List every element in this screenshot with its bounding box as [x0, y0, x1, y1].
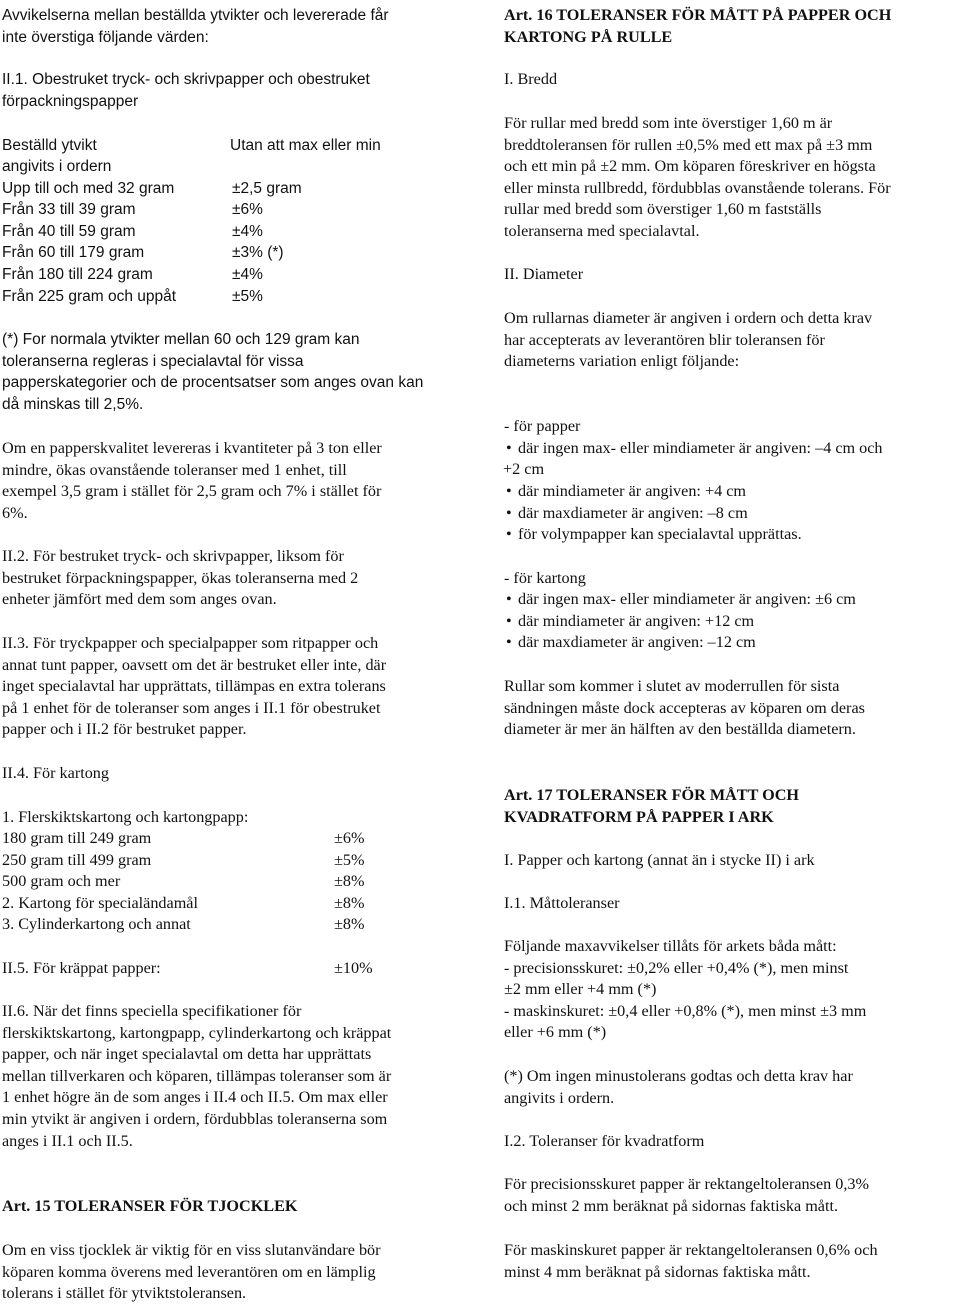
footnote-normal-grammage: (*) For normala ytvikter mellan 60 och 129 gram kan toleranserna regleras i specialavtal för vissa papperskategorier och de procentsatser som anges ovan kan då minskas till 2,5%.	[2, 331, 424, 413]
art-16-heading: Art. 16 TOLERANSER FÖR MÅTT PÅ PAPPER OCH KARTONG PÅ RULLE	[504, 6, 892, 46]
width-heading: I. Bredd	[504, 70, 558, 88]
dimension-tolerance-text: Följande maxavvikelser tillåts för arkets båda mått: - precisionsskuret: ±0,2% eller +0,4% (*), men minst ±2 mm eller +4 mm (*) - maskinskuret: ±0,4 eller +0,8% (*), men minst ±3 mm eller +6 mm (*)	[504, 937, 867, 1042]
squareness-heading: I.2. Toleranser för kvadratform	[504, 1132, 705, 1150]
quantity-paragraph: Om en papperskvalitet levereras i kvantiteter på 3 ton eller mindre, ökas ovanstående toleranser med 1 enhet, till exempel 3,5 gram i stället för 2,5 gram och 7% i stället för 6%.	[2, 439, 382, 522]
section-2-3: II.3. För tryckpapper och specialpapper som ritpapper och annat tunt papper, oavsett om det är bestruket eller inte, där inget specialavtal har upprättats, tillämpas en extra tolerans på 1 enhet för de toleranser som anges i II.1 för obestruket papper och i II.2 för bestruket papper.	[2, 634, 387, 739]
art-15-heading: Art. 15 TOLERANSER FÖR TJOCKLEK	[2, 1197, 298, 1215]
diameter-heading: II. Diameter	[504, 265, 584, 283]
dimension-footnote: (*) Om ingen minustolerans godtas och detta krav har angivits i ordern.	[504, 1067, 853, 1107]
dimension-tolerance-heading: I.1. Måttoleranser	[504, 894, 620, 912]
paper-label: - för papper	[504, 417, 581, 435]
art-17-heading: Art. 17 TOLERANSER FÖR MÅTT OCH KVADRATFORM PÅ PAPPER I ARK	[504, 786, 800, 826]
section-2-2: II.2. För bestruket tryck- och skrivpapper, liksom för bestruket förpackningspapper, ökas toleranserna med 2 enheter jämfört med dem som anges ovan.	[2, 547, 359, 609]
intro-paragraph: Avvikelserna mellan beställda ytvikter och levererade får inte överstiga följande värden:	[2, 7, 389, 46]
section-2-1-heading: II.1. Obestruket tryck- och skrivpapper och obestruket förpackningspapper	[2, 71, 370, 110]
section-2-6: II.6. När det finns speciella specifikationer för flerskiktskartong, kartongpapp, cylinderkartong och kräppat papper, och när inget specialavtal om detta har upprättats mellan tillverkaren och köparen, tillämpas toleranser som är 1 enhet högre än de som anges i II.4 och II.5. Om max eller min ytvikt är angiven i ordern, fördubblas toleranserna som anges i II.1 och II.5.	[2, 1002, 392, 1150]
squareness-machine: För maskinskuret papper är rektangeltoleransen 0,6% och minst 4 mm beräknat på sidornas faktiska mått.	[504, 1241, 878, 1281]
sheet-heading: I. Papper och kartong (annat än i stycke II) i ark	[504, 851, 815, 869]
width-text: För rullar med bredd som inte överstiger 1,60 m är breddtoleransen för rullen ±0,5% med ett max på ±3 mm och ett min på ±2 mm. Om köparen föreskriver en högsta eller minsta rullbredd, fördubblas ovanstående tolerans. För rullar med bredd som överstiger 1,60 m fastställs toleranserna med specialavtal.	[504, 114, 891, 240]
board-label: - för kartong	[504, 569, 586, 587]
diameter-text: Om rullarnas diameter är angiven i ordern och detta krav har accepterats av leverantören blir toleransen för diameterns variation enligt följande:	[504, 309, 873, 371]
squareness-precision: För precisionsskuret papper är rektangeltoleransen 0,3% och minst 2 mm beräknat på sidornas faktiska mått.	[504, 1175, 869, 1215]
section-2-4-heading: II.4. För kartong	[2, 764, 109, 782]
art-15-text: Om en viss tjocklek är viktig för en viss slutanvändare bör köparen komma överens med leverantören om en lämplig tolerans i stället för ytviktstoleransen.	[2, 1241, 381, 1303]
end-rolls-text: Rullar som kommer i slutet av moderrullen för sista sändningen måste dock accepteras av köparen om deras diameter är mer än hälften av den beställda diametern.	[504, 677, 865, 739]
